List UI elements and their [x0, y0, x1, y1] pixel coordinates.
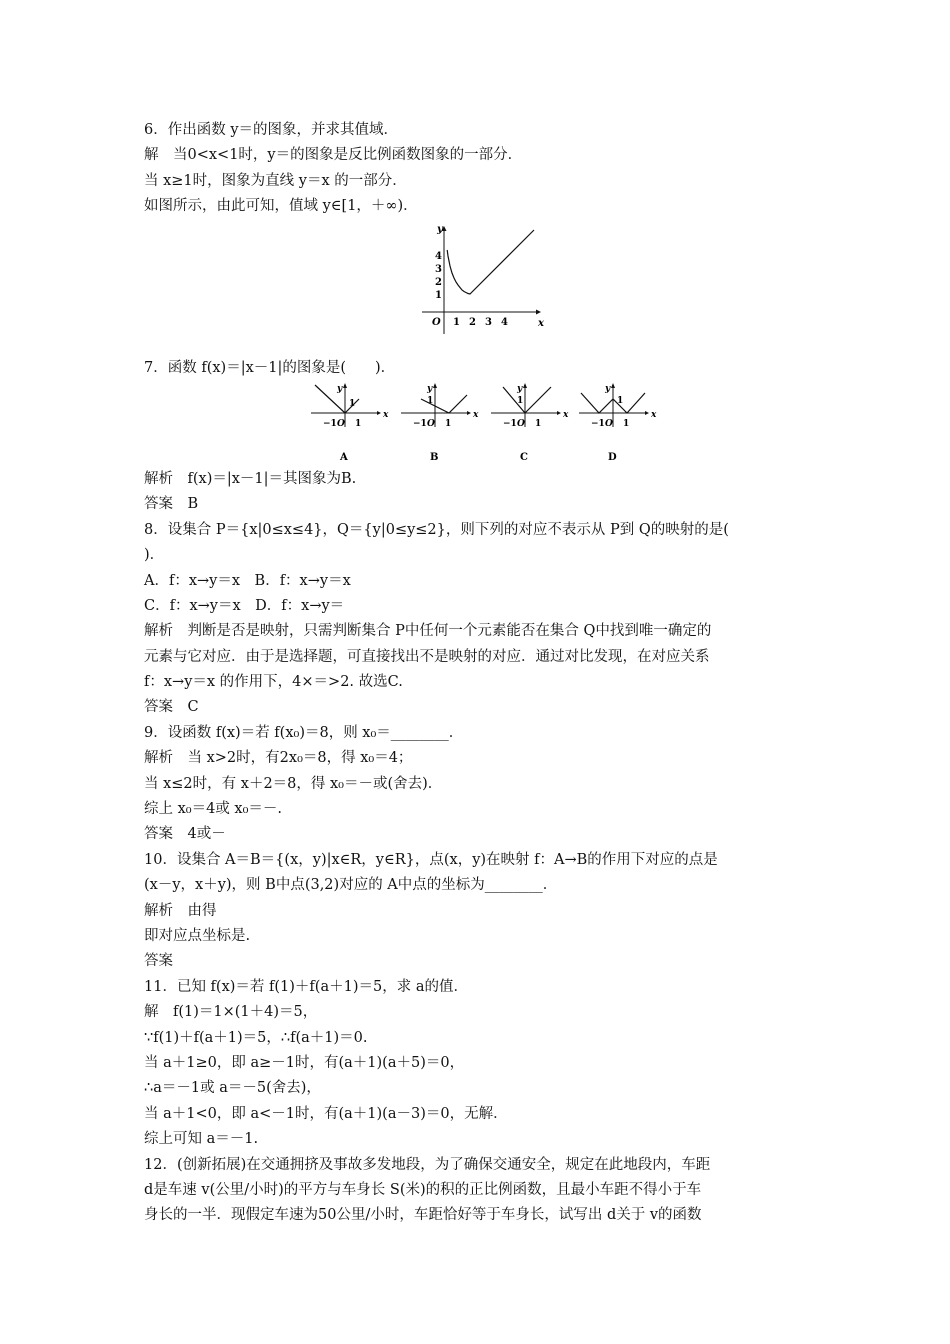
text-line: 元素与它对应．由于是选择题，可直接找出不是映射的对应．通过对比发现，在对应关系	[144, 648, 710, 665]
x-tick-3: 3	[485, 316, 492, 328]
x-tick-1: 1	[453, 316, 460, 328]
text-line: 10．设集合 A＝B＝{(x，y)|x∈R，y∈R}，点(x，y)在映射 f：A→B的作用下对应的点是	[144, 851, 718, 868]
text-line: ∴a＝－1或 a＝－5(舍去)，	[144, 1080, 321, 1097]
text-line: (x－y，x＋y)，则 B中点(3,2)对应的 A中点的坐标为________．	[144, 877, 558, 894]
x-label: x	[651, 409, 657, 420]
y-label: y	[605, 383, 611, 394]
function-graph-figure	[144, 222, 814, 340]
x-arrow	[645, 411, 649, 415]
y-arrow	[523, 383, 527, 388]
x-axis-label: x	[538, 317, 544, 329]
tick-1: 1	[427, 395, 434, 406]
tick-1: 1	[617, 395, 624, 406]
text-line: )．	[144, 547, 165, 564]
text-line: 答案	[144, 953, 173, 970]
option-graph-a	[311, 383, 389, 463]
text-line: 综上 x₀＝4或 x₀＝－.	[144, 801, 283, 818]
problem-7-question: 7．函数 f(x)＝|x－1|的图象是( )．	[144, 359, 396, 376]
y-label: y	[517, 383, 523, 394]
y-label: y	[337, 383, 343, 394]
y-tick-1: 1	[435, 289, 442, 301]
tick-1-x: 1	[445, 418, 452, 429]
text-line: 解析 f(x)＝|x－1|＝其图象为B.	[144, 470, 357, 487]
option-label: D	[608, 451, 617, 463]
text-line: 答案 4或－	[144, 826, 226, 843]
text-line: C．f：x→y＝x D．f：x→y＝	[144, 597, 345, 614]
text-line: ∵f(1)＋f(a＋1)＝5，∴f(a＋1)＝0.	[144, 1029, 368, 1046]
function-graph	[414, 222, 544, 340]
tick-neg-1: −1	[591, 418, 605, 429]
origin: O	[605, 418, 613, 429]
text-line: 答案 B	[144, 496, 199, 513]
text-line: 综上可知 a＝－1.	[144, 1131, 259, 1148]
y-tick-3: 3	[435, 263, 442, 275]
y-axis-label: y	[437, 223, 443, 235]
option-graph-b	[401, 383, 479, 463]
text-line: 当 a＋1≥0，即 a≥－1时，有(a＋1)(a＋5)＝0，	[144, 1054, 465, 1071]
option-label: C	[520, 451, 528, 463]
tick-1: 1	[349, 398, 356, 409]
y-arrow	[343, 383, 347, 388]
text-line: 11．已知 f(x)＝若 f(1)＋f(a＋1)＝5，求 a的值．	[144, 978, 468, 995]
x-label: x	[473, 409, 479, 420]
text-line: 解 f(1)＝1×(1＋4)＝5，	[144, 1004, 318, 1021]
tick-neg-1: −1	[413, 418, 427, 429]
text-line: 解析 当 x>2时，有2x₀＝8，得 x₀＝4；	[144, 750, 413, 767]
text-line: 解 当0<x<1时，y＝的图象是反比例函数图象的一部分．	[144, 147, 523, 164]
tick-1-x: 1	[623, 418, 630, 429]
option-graphs-figure	[144, 383, 814, 465]
x-axis-arrow	[536, 309, 541, 314]
origin-label: O	[432, 316, 441, 328]
y-label: y	[427, 383, 433, 394]
problem-6-text	[144, 118, 814, 220]
text-line: A．f：x→y＝x B．f：x→y＝x	[144, 572, 351, 589]
origin: O	[517, 418, 525, 429]
text-line: 如图所示，由此可知，值域 y∈[1，＋∞)．	[144, 198, 418, 215]
option-label: B	[430, 451, 439, 463]
text-line: f：x→y＝x 的作用下，4×＝>2. 故选C.	[144, 674, 403, 691]
option-graphs	[309, 383, 657, 465]
y-tick-4: 4	[435, 250, 442, 262]
y-arrow	[433, 383, 437, 388]
origin: O	[337, 418, 345, 429]
tick-neg-1: −1	[323, 418, 337, 429]
text-line: 当 x≤2时，有 x＋2＝8，得 x₀＝－或(舍去)．	[144, 775, 443, 792]
x-arrow	[467, 411, 471, 415]
text-line: 6．作出函数 y＝的图象，并求其值域．	[144, 122, 399, 138]
problems-7-12-text	[144, 467, 814, 1229]
x-arrow	[557, 411, 561, 415]
origin: O	[427, 418, 435, 429]
option-graph-c	[491, 383, 569, 463]
y-arrow	[611, 383, 615, 388]
text-line: 当 a＋1<0，即 a<－1时，有(a＋1)(a－3)＝0，无解．	[144, 1105, 508, 1122]
x-arrow	[377, 411, 381, 415]
option-graph-d	[579, 383, 657, 463]
option-label: A	[340, 451, 348, 463]
graph-curve	[447, 230, 534, 294]
x-label: x	[383, 409, 389, 420]
tick-1-x: 1	[535, 418, 542, 429]
x-label: x	[563, 409, 569, 420]
text-line: 当 x≥1时，图象为直线 y＝x 的一部分．	[144, 172, 407, 189]
tick-neg-1: −1	[503, 418, 517, 429]
text-line: 答案 C	[144, 699, 199, 716]
tick-1-x: 1	[355, 418, 362, 429]
x-tick-2: 2	[469, 316, 476, 328]
graph-line	[503, 387, 551, 413]
tick-1: 1	[517, 395, 524, 406]
x-tick-4: 4	[501, 316, 508, 328]
text-line: 身长的一半．现假定车速为50公里/小时，车距恰好等于车身长，试写出 d关于 v的函数	[144, 1207, 702, 1224]
text-line: 解析 判断是否是映射，只需判断集合 P中任何一个元素能否在集合 Q中找到唯一确定的	[144, 623, 712, 640]
text-line: 解析 由得	[144, 902, 217, 919]
text-line: 9．设函数 f(x)＝若 f(x₀)＝8，则 x₀＝________．	[144, 724, 464, 741]
text-line: 12．(创新拓展)在交通拥挤及事故多发地段，为了确保交通安全，规定在此地段内，车距	[144, 1156, 711, 1173]
text-line: 8．设集合 P＝{x|0≤x≤4}，Q＝{y|0≤y≤2}，则下列的对应不表示从 P到 Q的映射的是(	[144, 521, 729, 538]
y-tick-2: 2	[435, 276, 442, 288]
document-page	[144, 118, 814, 1229]
text-line: d是车速 v(公里/小时)的平方与车身长 S(米)的积的正比例函数，且最小车距不得小于车	[144, 1181, 702, 1198]
text-line: 即对应点坐标是.	[144, 927, 251, 944]
